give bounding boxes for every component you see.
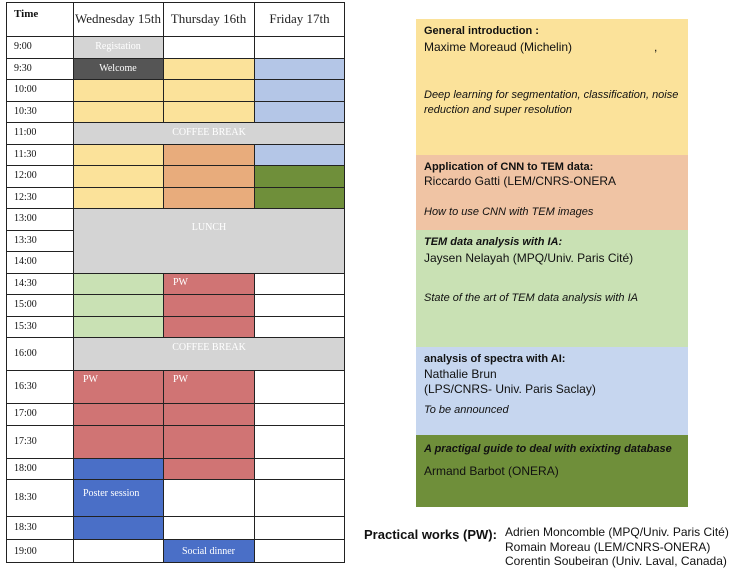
time-slot: 16:00 — [14, 348, 37, 359]
pw-instructor: Romain Moreau (LEM/CNRS-ONERA) — [505, 539, 711, 554]
talk-box-spectra-ai — [416, 347, 688, 435]
time-slot: 19:00 — [14, 545, 37, 557]
talk-description: To be announced — [424, 404, 509, 416]
talk-box-tem-ia — [416, 230, 688, 347]
welcome-cell: Welcome — [73, 58, 163, 80]
talk-title: General introduction : — [424, 25, 539, 37]
time-slot: 9:00 — [14, 41, 32, 53]
talk-title: analysis of spectra with AI: — [424, 353, 566, 365]
talk-speaker-line1: Nathalie Brun — [424, 367, 497, 381]
pw-label: PW — [83, 374, 98, 385]
talk-description: State of the art of TEM data analysis with IA — [424, 292, 638, 304]
schedule-table — [6, 2, 345, 563]
practical-works-label: Practical works (PW): — [364, 527, 497, 542]
social-dinner-cell: Social dinner — [163, 539, 254, 563]
talk-box-cnn-tem — [416, 155, 688, 230]
time-slot: 12:00 — [14, 170, 37, 182]
time-slot: 18:30 — [14, 522, 37, 533]
pw-cell — [163, 273, 254, 338]
talk-description: Deep learning for segmentation, classification, noise reduction and super resolution — [424, 89, 679, 116]
pw-label: PW — [173, 374, 188, 385]
talk-description: How to use CNN with TEM images — [424, 206, 594, 218]
registration-cell: Registation — [73, 36, 163, 58]
time-slot: 14:00 — [14, 256, 37, 268]
talk-speaker: Jaysen Nelayah (MPQ/Univ. Paris Cité) — [424, 251, 634, 265]
time-slot: 18:30 — [14, 492, 37, 503]
day-header-friday: Friday 17th — [269, 11, 330, 26]
poster-session-label: Poster session — [83, 487, 140, 499]
time-slot: 18:00 — [14, 462, 37, 474]
time-slot: 10:00 — [14, 84, 37, 96]
talk-box-general-introduction — [416, 19, 688, 155]
time-slot: 11:30 — [14, 148, 37, 160]
time-slot: 11:00 — [14, 127, 37, 139]
talk-title: A practigal guide to deal with exixting database — [424, 443, 672, 455]
coffee-break-morning: COFFEE BREAK — [73, 122, 345, 144]
day-header-thursday: Thursday 16th — [170, 11, 247, 26]
talk-speaker: Riccardo Gatti (LEM/CNRS-ONERA — [424, 174, 617, 188]
talk-extra: , — [654, 40, 658, 54]
time-slot: 16:30 — [14, 381, 37, 392]
session-cell-yellow — [163, 58, 254, 123]
pw-cell — [73, 370, 163, 458]
pw-instructor: Corentin Soubeiran (Univ. Laval, Canada) — [505, 554, 727, 568]
pw-label: PW — [173, 276, 188, 288]
time-slot: 15:30 — [14, 320, 37, 332]
time-column-header: Time — [14, 8, 39, 20]
poster-session-cell — [73, 458, 163, 540]
session-cell-green — [73, 273, 163, 338]
lunch-cell: LUNCH — [73, 208, 345, 273]
session-cell-blue — [254, 58, 345, 123]
time-slot: 14:30 — [14, 277, 37, 289]
time-slot: 17:00 — [14, 408, 37, 420]
time-slot: 17:30 — [14, 435, 37, 447]
time-slot: 12:30 — [14, 191, 37, 203]
time-slot: 13:30 — [14, 234, 37, 246]
pw-instructor: Adrien Moncomble (MPQ/Univ. Paris Cité) — [505, 525, 729, 539]
time-slot: 9:30 — [14, 62, 32, 74]
talk-speaker: Maxime Moreaud (Michelin) — [424, 40, 573, 54]
day-header-wednesday: Wednesday 15th — [75, 11, 161, 26]
talk-title: TEM data analysis with IA: — [424, 236, 563, 248]
time-slot: 15:00 — [14, 299, 37, 311]
session-cell-blue — [254, 144, 345, 166]
session-cell-orange — [163, 144, 254, 209]
talk-speaker-line2: (LPS/CNRS- Univ. Paris Saclay) — [424, 382, 596, 396]
talk-speaker: Armand Barbot (ONERA) — [424, 464, 559, 478]
time-slot: 10:30 — [14, 105, 37, 117]
practical-works-names — [505, 525, 729, 569]
time-slot: 13:00 — [14, 213, 37, 225]
coffee-break-afternoon: COFFEE BREAK — [73, 337, 345, 370]
talk-title: Application of CNN to TEM data: — [424, 161, 594, 173]
session-cell-yellow — [73, 144, 163, 209]
talk-box-practical-guide — [416, 435, 688, 507]
